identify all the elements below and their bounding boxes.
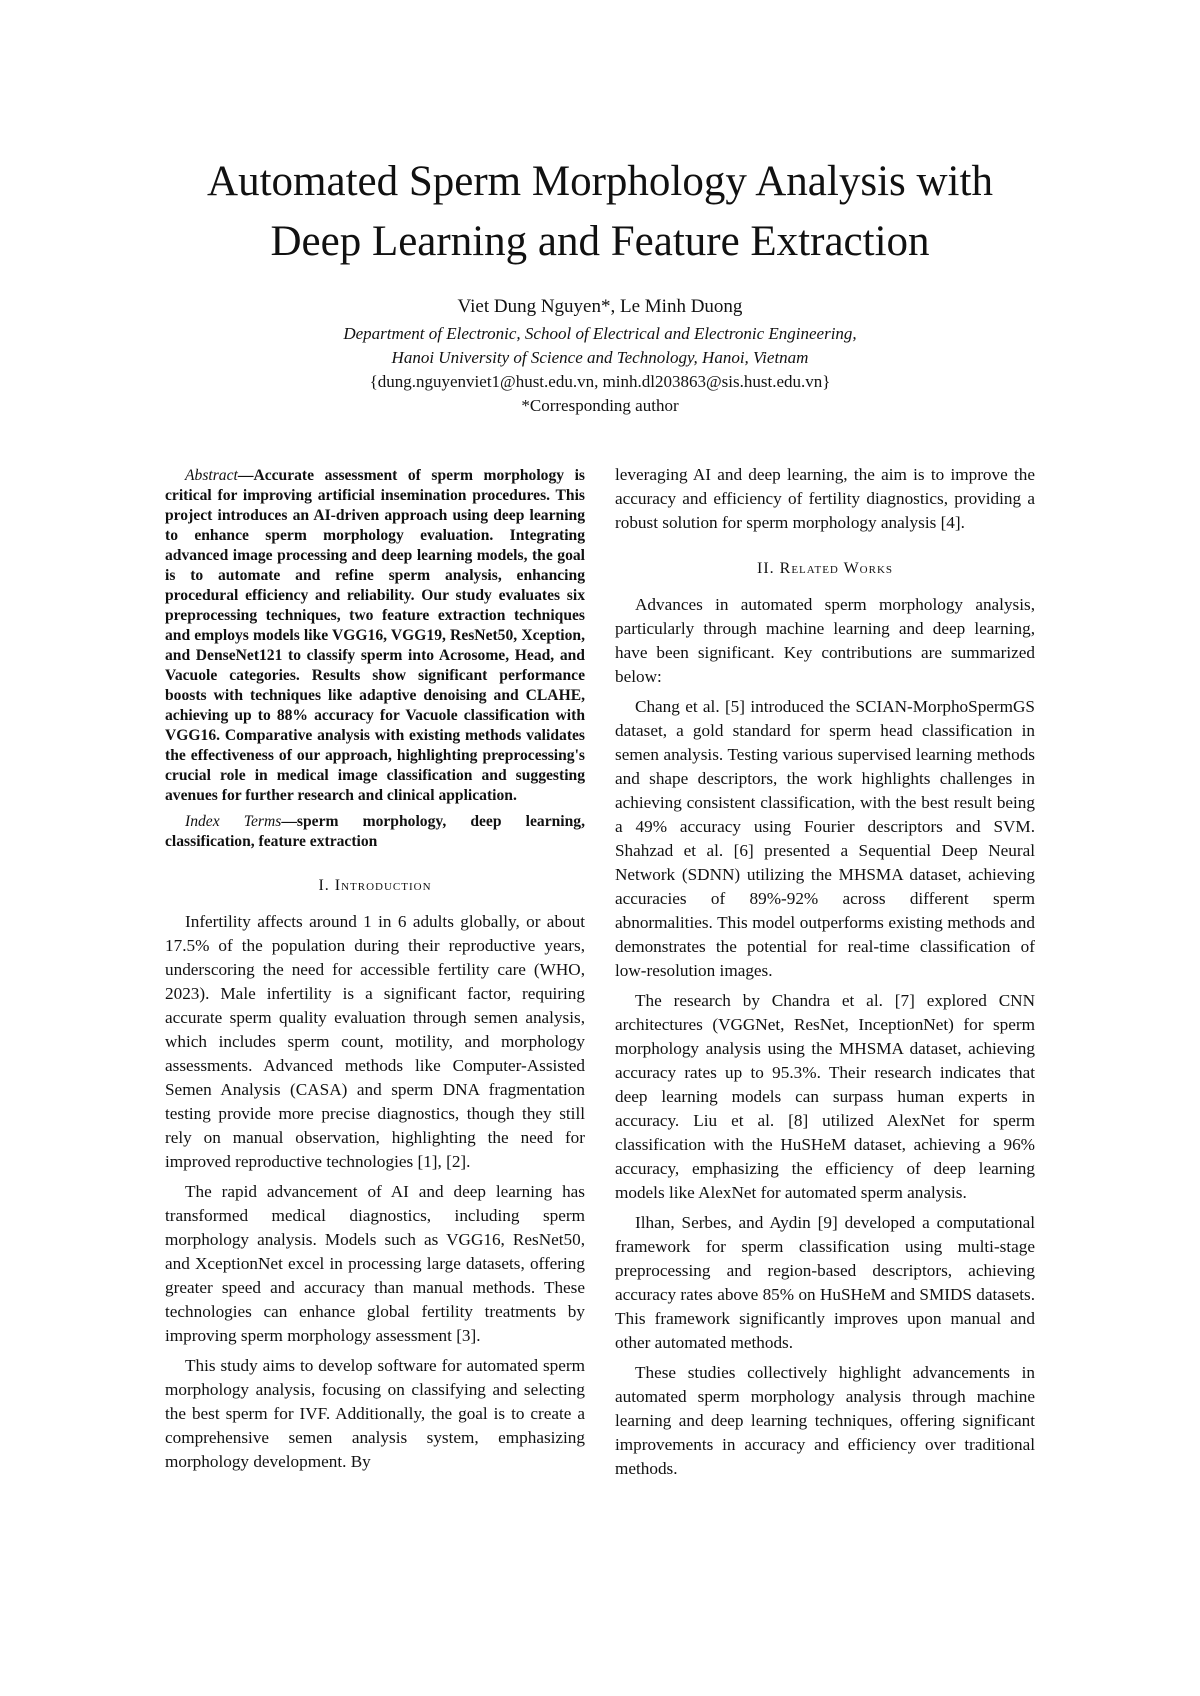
author-emails: {dung.nguyenviet1@hust.edu.vn, minh.dl203863@sis.hust.edu.vn} <box>369 372 831 391</box>
index-terms <box>165 812 585 852</box>
related-works-paragraph-4: Ilhan, Serbes, and Aydin [9] developed a computational framework for sperm classification using multi-stage preprocessing and region-based descriptors, achieving accuracy rates above 85% on HuSHeM and SMIDS datasets. This framework significantly improves upon manual and other automated methods. <box>615 1213 1035 1352</box>
paper-title <box>100 152 1100 272</box>
related-works-heading: II. Related Works <box>756 560 894 577</box>
related-works-paragraph-3: The research by Chandra et al. [7] explored CNN architectures (VGGNet, ResNet, InceptionNet) for sperm morphology analysis using the MHSMA dataset, achieving accuracy rates up to 95.3%. Their research indicates that deep learning models can surpass human experts in accuracy. Liu et al. [8] utilized AlexNet for sperm classification with the HuSHeM dataset, achieving a 96% accuracy, emphasizing the efficiency of deep learning models like AlexNet for automated sperm analysis. <box>615 991 1035 1202</box>
abstract-label: Abstract <box>185 467 238 484</box>
author-block <box>100 294 1100 418</box>
introduction-heading: I. Introduction <box>318 877 432 894</box>
index-terms-label: Index Terms <box>185 813 282 830</box>
abstract <box>165 466 585 806</box>
title-line-2: Deep Learning and Feature Extraction <box>270 218 930 265</box>
related-works-paragraph-2: Chang et al. [5] introduced the SCIAN-MorphoSpermGS dataset, a gold standard for sperm head classification in semen analysis. Testing various supervised learning methods and shape descriptors, the work highlights challenges in achieving consistent classification, with the best result being a 49% accuracy using Fourier descriptors and SVM. Shahzad et al. [6] presented a Sequential Deep Neural Network (SDNN) utilizing the MHSMA dataset, achieving accuracies of 89%-92% across different sperm abnormalities. This model outperforms existing methods and demonstrates the potential for real-time classification of low-resolution images. <box>615 697 1035 980</box>
introduction-paragraph-1: Infertility affects around 1 in 6 adults globally, or about 17.5% of the population during their reproductive years, underscoring the need for accessible fertility care (WHO, 2023). Male infertility is a significant factor, requiring accurate sperm quality evaluation through semen analysis, which includes sperm count, motility, and morphology assessments. Advanced methods like Computer-Assisted Semen Analysis (CASA) and sperm DNA fragmentation testing provide more precise diagnostics, though they still rely on manual observation, highlighting the need for improved reproductive technologies [1], [2]. <box>165 912 585 1171</box>
corresponding-author-note: *Corresponding author <box>521 396 679 415</box>
right-column <box>615 463 1035 1487</box>
introduction-paragraph-2: The rapid advancement of AI and deep learning has transformed medical diagnostics, including sperm morphology analysis. Models such as VGG16, ResNet50, and XceptionNet excel in processing large datasets, offering greater speed and accuracy than manual methods. These technologies can enhance global fertility treatments by improving sperm morphology assessment [3]. <box>165 1182 585 1345</box>
related-works-paragraph-5: These studies collectively highlight advancements in automated sperm morphology analysis through machine learning and deep learning techniques, offering significant improvements in accuracy and efficiency over traditional methods. <box>615 1363 1035 1478</box>
title-line-1: Automated Sperm Morphology Analysis with <box>207 158 993 205</box>
affiliation-line-2: Hanoi University of Science and Technology, Hanoi, Vietnam <box>391 348 809 367</box>
affiliation-line-1: Department of Electronic, School of Electrical and Electronic Engineering, <box>343 324 857 343</box>
related-works-paragraph-1: Advances in automated sperm morphology analysis, particularly through machine learning and deep learning, have been significant. Key contributions are summarized below: <box>615 595 1035 686</box>
introduction-paragraph-3: This study aims to develop software for automated sperm morphology analysis, focusing on classifying and selecting the best sperm for IVF. Additionally, the goal is to create a comprehensive semen analysis system, emphasizing morphology development. By <box>165 1356 585 1471</box>
introduction-paragraph-3-continued: leveraging AI and deep learning, the aim is to improve the accuracy and efficiency of fertility diagnostics, providing a robust solution for sperm morphology analysis [4]. <box>615 465 1035 532</box>
index-terms-text: —sperm morphology, deep learning, classification, feature extraction <box>165 813 585 850</box>
abstract-text: —Accurate assessment of sperm morphology is critical for improving artificial insemination procedures. This project introduces an AI-driven approach using deep learning to enhance sperm morphology evaluation. Integrating advanced image processing and deep learning models, the goal is to automate and refine sperm analysis, enhancing procedural efficiency and reliability. Our study evaluates six preprocessing techniques, two feature extraction techniques and employs models like VGG16, VGG19, ResNet50, Xception, and DenseNet121 to classify sperm into Acrosome, Head, and Vacuole categories. Results show significant performance boosts with techniques like adaptive denoising and CLAHE, achieving up to 88% accuracy for Vacuole classification with VGG16. Comparative analysis with existing methods validates the effectiveness of our approach, highlighting preprocessing's crucial role in medical image classification and suggesting avenues for further research and clinical application. <box>165 467 585 804</box>
author-names: Viet Dung Nguyen*, Le Minh Duong <box>457 296 743 317</box>
left-column <box>165 466 585 1480</box>
